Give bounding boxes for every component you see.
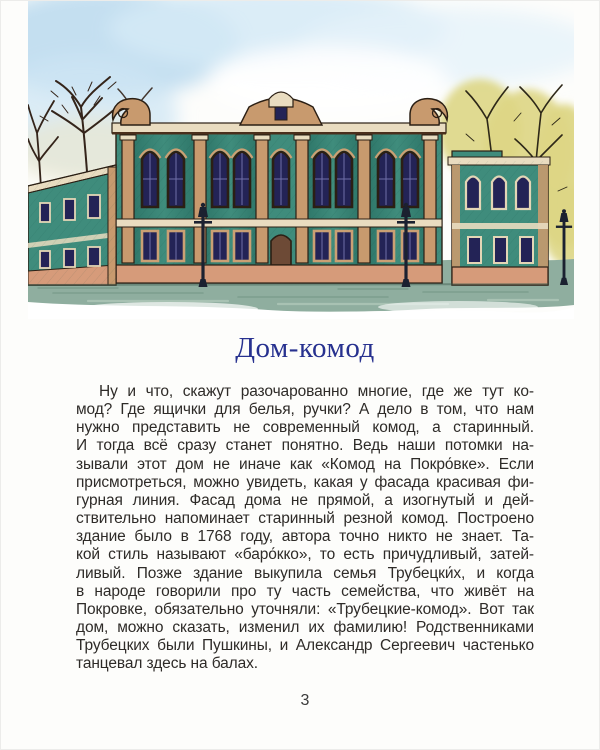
text-line: дом, можно сказать, изменил их фамилию! Родственниками xyxy=(76,619,534,637)
text-line: зывали этот дом не иначе как «Комод на Покро́вке». Если xyxy=(76,455,534,473)
text-line: ствительно напоминает старинный резной комод. Построено xyxy=(76,510,534,528)
body-paragraph xyxy=(76,383,534,674)
baroque-palace-watercolor-icon xyxy=(28,1,574,319)
text-line: ливый. Позже здание выкупила семья Трубецки́х, и когда xyxy=(76,564,534,582)
page-title: Дом-комод xyxy=(235,332,375,364)
text-line: мод? Где ящички для белья, ручки? А дело в том, что нам xyxy=(76,401,534,419)
text-line: нужно представить не современный комод, а старинный. xyxy=(76,419,534,437)
text-line: гурная линия. Фасад дома не прямой, а изогнутый и дей- xyxy=(76,491,534,509)
text-line: Ну и что, скажут разочарованно многие, где же тут ко- xyxy=(99,383,534,400)
text-line: И тогда всё сразу станет понятно. Ведь наши потомки на- xyxy=(76,437,534,455)
text-line: Покровке, обязательно уточняли: «Трубецкие-комод». Вот так xyxy=(76,600,534,618)
text-line: танцевал здесь на балах. xyxy=(76,655,258,673)
text-line: присмотреться, можно увидеть, какая у фасада красивая фи- xyxy=(76,473,534,491)
text-line: здание было в 1768 году, автора точно никто не знает. Та- xyxy=(76,528,534,546)
page-number: 3 xyxy=(300,692,310,709)
text-line: кой стиль называют «баро́кко», то есть причудливый, затей- xyxy=(76,546,534,564)
text-line: Трубецких были Пушкины, и Александр Сергеевич частенько xyxy=(76,637,534,655)
text-line: в народе говорили про ту часть семейства, что живёт на xyxy=(76,582,534,600)
building-illustration xyxy=(28,1,574,319)
